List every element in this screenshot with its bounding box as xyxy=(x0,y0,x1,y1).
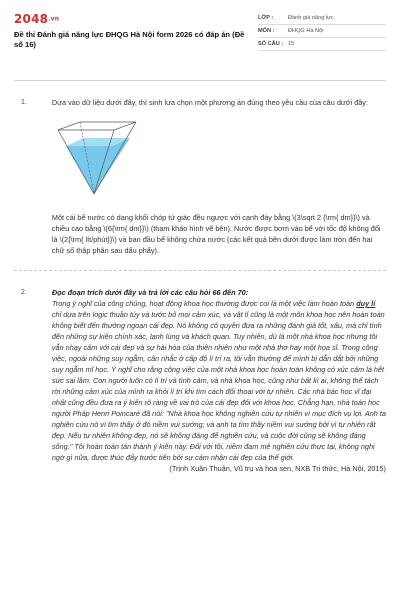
question-divider xyxy=(14,270,386,271)
water-fill xyxy=(66,138,130,194)
question-body xyxy=(52,97,386,256)
inverted-pyramid-tank-figure xyxy=(54,118,140,202)
meta-key: LỚP : xyxy=(258,15,274,21)
meta-key: MÔN : xyxy=(258,28,275,34)
header-left xyxy=(14,12,252,50)
logo-main: 2048 xyxy=(14,12,49,26)
document-title: Đề thi Đánh giá năng lực ĐHQG Hà Nội form 2026 có đáp án (Đề số 16) xyxy=(14,29,245,49)
header xyxy=(14,12,386,74)
meta-row-class xyxy=(258,12,386,25)
meta-row-count xyxy=(258,38,386,51)
question-intro: Dựa vào dữ liệu dưới đây, thí sinh lựa chọn một phương án đúng theo yêu cầu của câu dưới đây: xyxy=(51,98,368,107)
meta-value: Đánh giá năng lực xyxy=(288,15,334,21)
reading-passage xyxy=(52,298,386,463)
question-text: Một cái bể nước có dạng khối chóp tứ giác đều ngược với cạnh đáy bằng \(3\sqrt 2 {\rm{ dm}}\) và chiều cao bằng \(6{\rm{ dm}}\) (tham khảo hình vẽ bên). Nước được bơm vào bể với tốc độ không đổi là \(2{\rm{ lít/phút}}\) và ban đầu bể không chứa nước (các kết quả bên dưới được làm tròn đến hai chữ số thập phân sau dấu phẩy). xyxy=(51,213,381,255)
question-heading: Đọc đoạn trích dưới đây và trả lời các câu hỏi 66 đến 70: xyxy=(51,288,249,297)
meta-row-subject xyxy=(258,25,386,38)
passage-emphasis: duy lí xyxy=(356,299,376,308)
passage-text: chỉ dựa trên logic thuần túy và tước bỏ mọi cảm xúc, và vật lí cũng là một môn khoa học nên hoàn toàn không biết đến thưởng ngoạn cái đẹp. Nó không có quyền đưa ra những đánh giá tốt, xấu, mà chỉ tính đến những sự kiện chính xác, lạnh lùng và khách quan. Tuy nhiên, dù là một nhà khoa học nhưng tôi vẫn nhạy cảm với cái đẹp và sự hài hòa của thiên nhiên như một nhà thơ hay một họa sĩ. Trong công việc, ngoài những suy ngẫm, cân nhắc ở cấp độ lí trí ra, tôi vẫn thường để mình bị dẫn dắt bởi những suy ngẫm mĩ học. Ý nghĩ cho rằng công việc của một nhà khoa học hoàn toàn không có xúc cảm là hết sức sai lầm. Con người luôn có lí trí và tình cảm, và nhà khoa học, cũng như bất kì ai, không thể tách rời những cảm xúc của mình ra khỏi lí trí khi tìm cách đối thoại với tự nhiên. Các nhà bác học vĩ đại nhất cũng đều đưa ra ý kiến rõ ràng về vai trò của cái đẹp đối với khoa học. Chẳng hạn, nhà toán học người Pháp Henri Poincaré đã nói: "Nhà khoa học không nghiên cứu tự nhiên vì mục đích vụ lợi. Anh ta nghiên cứu nó vì tìm thấy ở đó niềm vui sướng; và anh ta tìm thấy niềm vui sướng bởi vì tự nhiên rất đẹp. Nếu tự nhiên không đẹp, nó sẽ không đáng để nghiên cứu, và cuộc đời cũng sẽ không đáng sống." Tôi hoàn toàn tán thành ý kiến này. Đối với tôi, niềm đam mê nghiên cứu thực tại, không nghi ngờ gì nữa, được thúc đẩy trước tiên bởi sự cảm nhận cái đẹp của thế giới. xyxy=(51,310,386,462)
pyramid-figure-svg xyxy=(54,118,140,202)
meta-key: SỐ CÂU : xyxy=(258,41,284,47)
question-1 xyxy=(14,97,386,256)
question-number: 2. xyxy=(21,289,27,296)
passage-text: Trong ý nghĩ của công chúng, hoạt động khoa học thường được coi là một việc làm hoàn toàn xyxy=(51,299,357,308)
question-2 xyxy=(14,287,386,474)
meta-value: 15 xyxy=(288,41,295,47)
header-divider xyxy=(14,80,386,81)
question-number: 1. xyxy=(21,99,27,106)
question-body xyxy=(52,287,386,474)
document-meta xyxy=(258,12,386,51)
logo-suffix: .vn xyxy=(48,15,60,23)
passage-citation: (Trịnh Xuân Thuận, Vũ trụ và hoa sen, NXB Tri thức, Hà Nội, 2015) xyxy=(169,464,386,473)
tank-rim xyxy=(58,122,136,130)
site-logo[interactable] xyxy=(14,12,252,27)
meta-value: ĐHQG Hà Nội xyxy=(288,28,324,34)
